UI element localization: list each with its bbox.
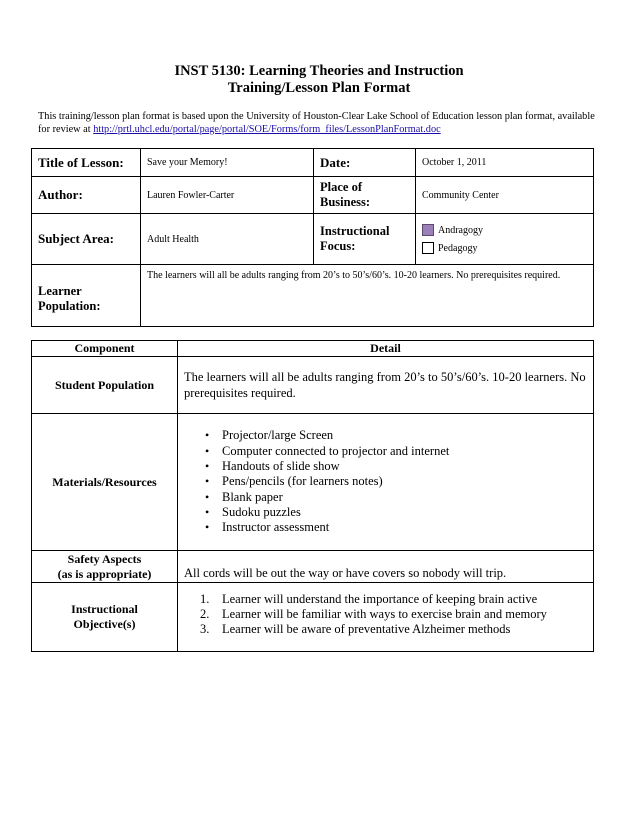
document-title: INST 5130: Learning Theories and Instruction	[174, 63, 464, 79]
student-population-value: The learners will all be adults ranging from 20’s to 50’s/60’s. 10-20 learners. No prerequisites required.	[178, 357, 594, 414]
andragogy-option[interactable]	[422, 224, 593, 236]
list-item: • Computer connected to projector and internet	[222, 444, 593, 459]
list-item: • Projector/large Screen	[222, 428, 593, 443]
intro-paragraph	[38, 110, 608, 136]
document-subtitle: Training/Lesson Plan Format	[227, 80, 411, 96]
safety-aspects-label	[32, 551, 178, 583]
materials-resources-list-cell	[178, 414, 594, 551]
instructional-focus-label	[314, 214, 416, 265]
title-of-lesson-value: Save your Memory!	[141, 149, 314, 177]
objectives-list	[178, 592, 593, 637]
intro-text: This training/lesson plan format is based upon the University of Houston-Clear Lake School of Education lesson plan format, available for review at	[38, 111, 595, 135]
author-value: Lauren Fowler-Carter	[141, 177, 314, 214]
pedagogy-option[interactable]	[422, 242, 593, 254]
place-of-business-value: Community Center	[416, 177, 594, 214]
materials-list	[178, 428, 593, 535]
subject-area-value: Adult Health	[141, 214, 314, 265]
list-item: • Blank paper	[222, 490, 593, 505]
focus-label-line1: Instructional	[320, 224, 390, 238]
instructional-objectives-label	[32, 583, 178, 652]
list-item: • Sudoku puzzles	[222, 505, 593, 520]
lesson-components-table	[31, 340, 594, 652]
andragogy-label: Andragogy	[438, 224, 483, 236]
safety-label-line1: Safety Aspects	[67, 551, 142, 566]
place-of-business-label	[314, 177, 416, 214]
lesson-plan-format-link[interactable]: http://prtl.uhcl.edu/portal/page/portal/SOE/Forms/form_files/LessonPlanFormat.doc	[93, 124, 441, 135]
andragogy-checkbox[interactable]	[422, 224, 434, 236]
safety-aspects-value: All cords will be out the way or have covers so nobody will trip.	[178, 551, 594, 583]
learner-population-value: The learners will all be adults ranging from 20’s to 50’s/60’s. 10-20 learners. No prerequisites required.	[141, 265, 594, 327]
author-label: Author:	[32, 177, 141, 214]
place-label-line2: Business:	[320, 195, 371, 209]
materials-resources-label: Materials/Resources	[32, 414, 178, 551]
title-of-lesson-label: Title of Lesson:	[32, 149, 141, 177]
list-item: • Instructor assessment	[222, 520, 593, 535]
lesson-info-table	[31, 148, 594, 327]
safety-label-line2: (as is appropriate)	[57, 566, 152, 581]
place-label-line1: Place of	[320, 180, 362, 194]
date-value: October 1, 2011	[416, 149, 594, 177]
objectives-label-line2: Objective(s)	[73, 617, 136, 631]
student-population-label: Student Population	[32, 357, 178, 414]
pedagogy-label: Pedagogy	[438, 242, 478, 254]
list-item: • Handouts of slide show	[222, 459, 593, 474]
detail-column-header: Detail	[178, 341, 594, 357]
list-item: 1. Learner will understand the importance of keeping brain active	[200, 592, 538, 606]
learner-label-line1: Learner	[38, 283, 82, 298]
component-column-header: Component	[32, 341, 178, 357]
learner-label-line2: Population:	[38, 298, 101, 313]
instructional-focus-options	[416, 214, 594, 265]
objectives-label-line1: Instructional	[71, 602, 138, 616]
instructional-objectives-list-cell	[178, 583, 594, 652]
focus-label-line2: Focus:	[320, 239, 356, 253]
pedagogy-checkbox[interactable]	[422, 242, 434, 254]
list-item: 3. Learner will be aware of preventative Alzheimer methods	[200, 622, 511, 636]
date-label: Date:	[314, 149, 416, 177]
list-item: • Pens/pencils (for learners notes)	[222, 474, 593, 489]
list-item: 2. Learner will be familiar with ways to exercise brain and memory	[200, 607, 547, 621]
subject-area-label: Subject Area:	[32, 214, 141, 265]
learner-population-label	[32, 265, 141, 327]
